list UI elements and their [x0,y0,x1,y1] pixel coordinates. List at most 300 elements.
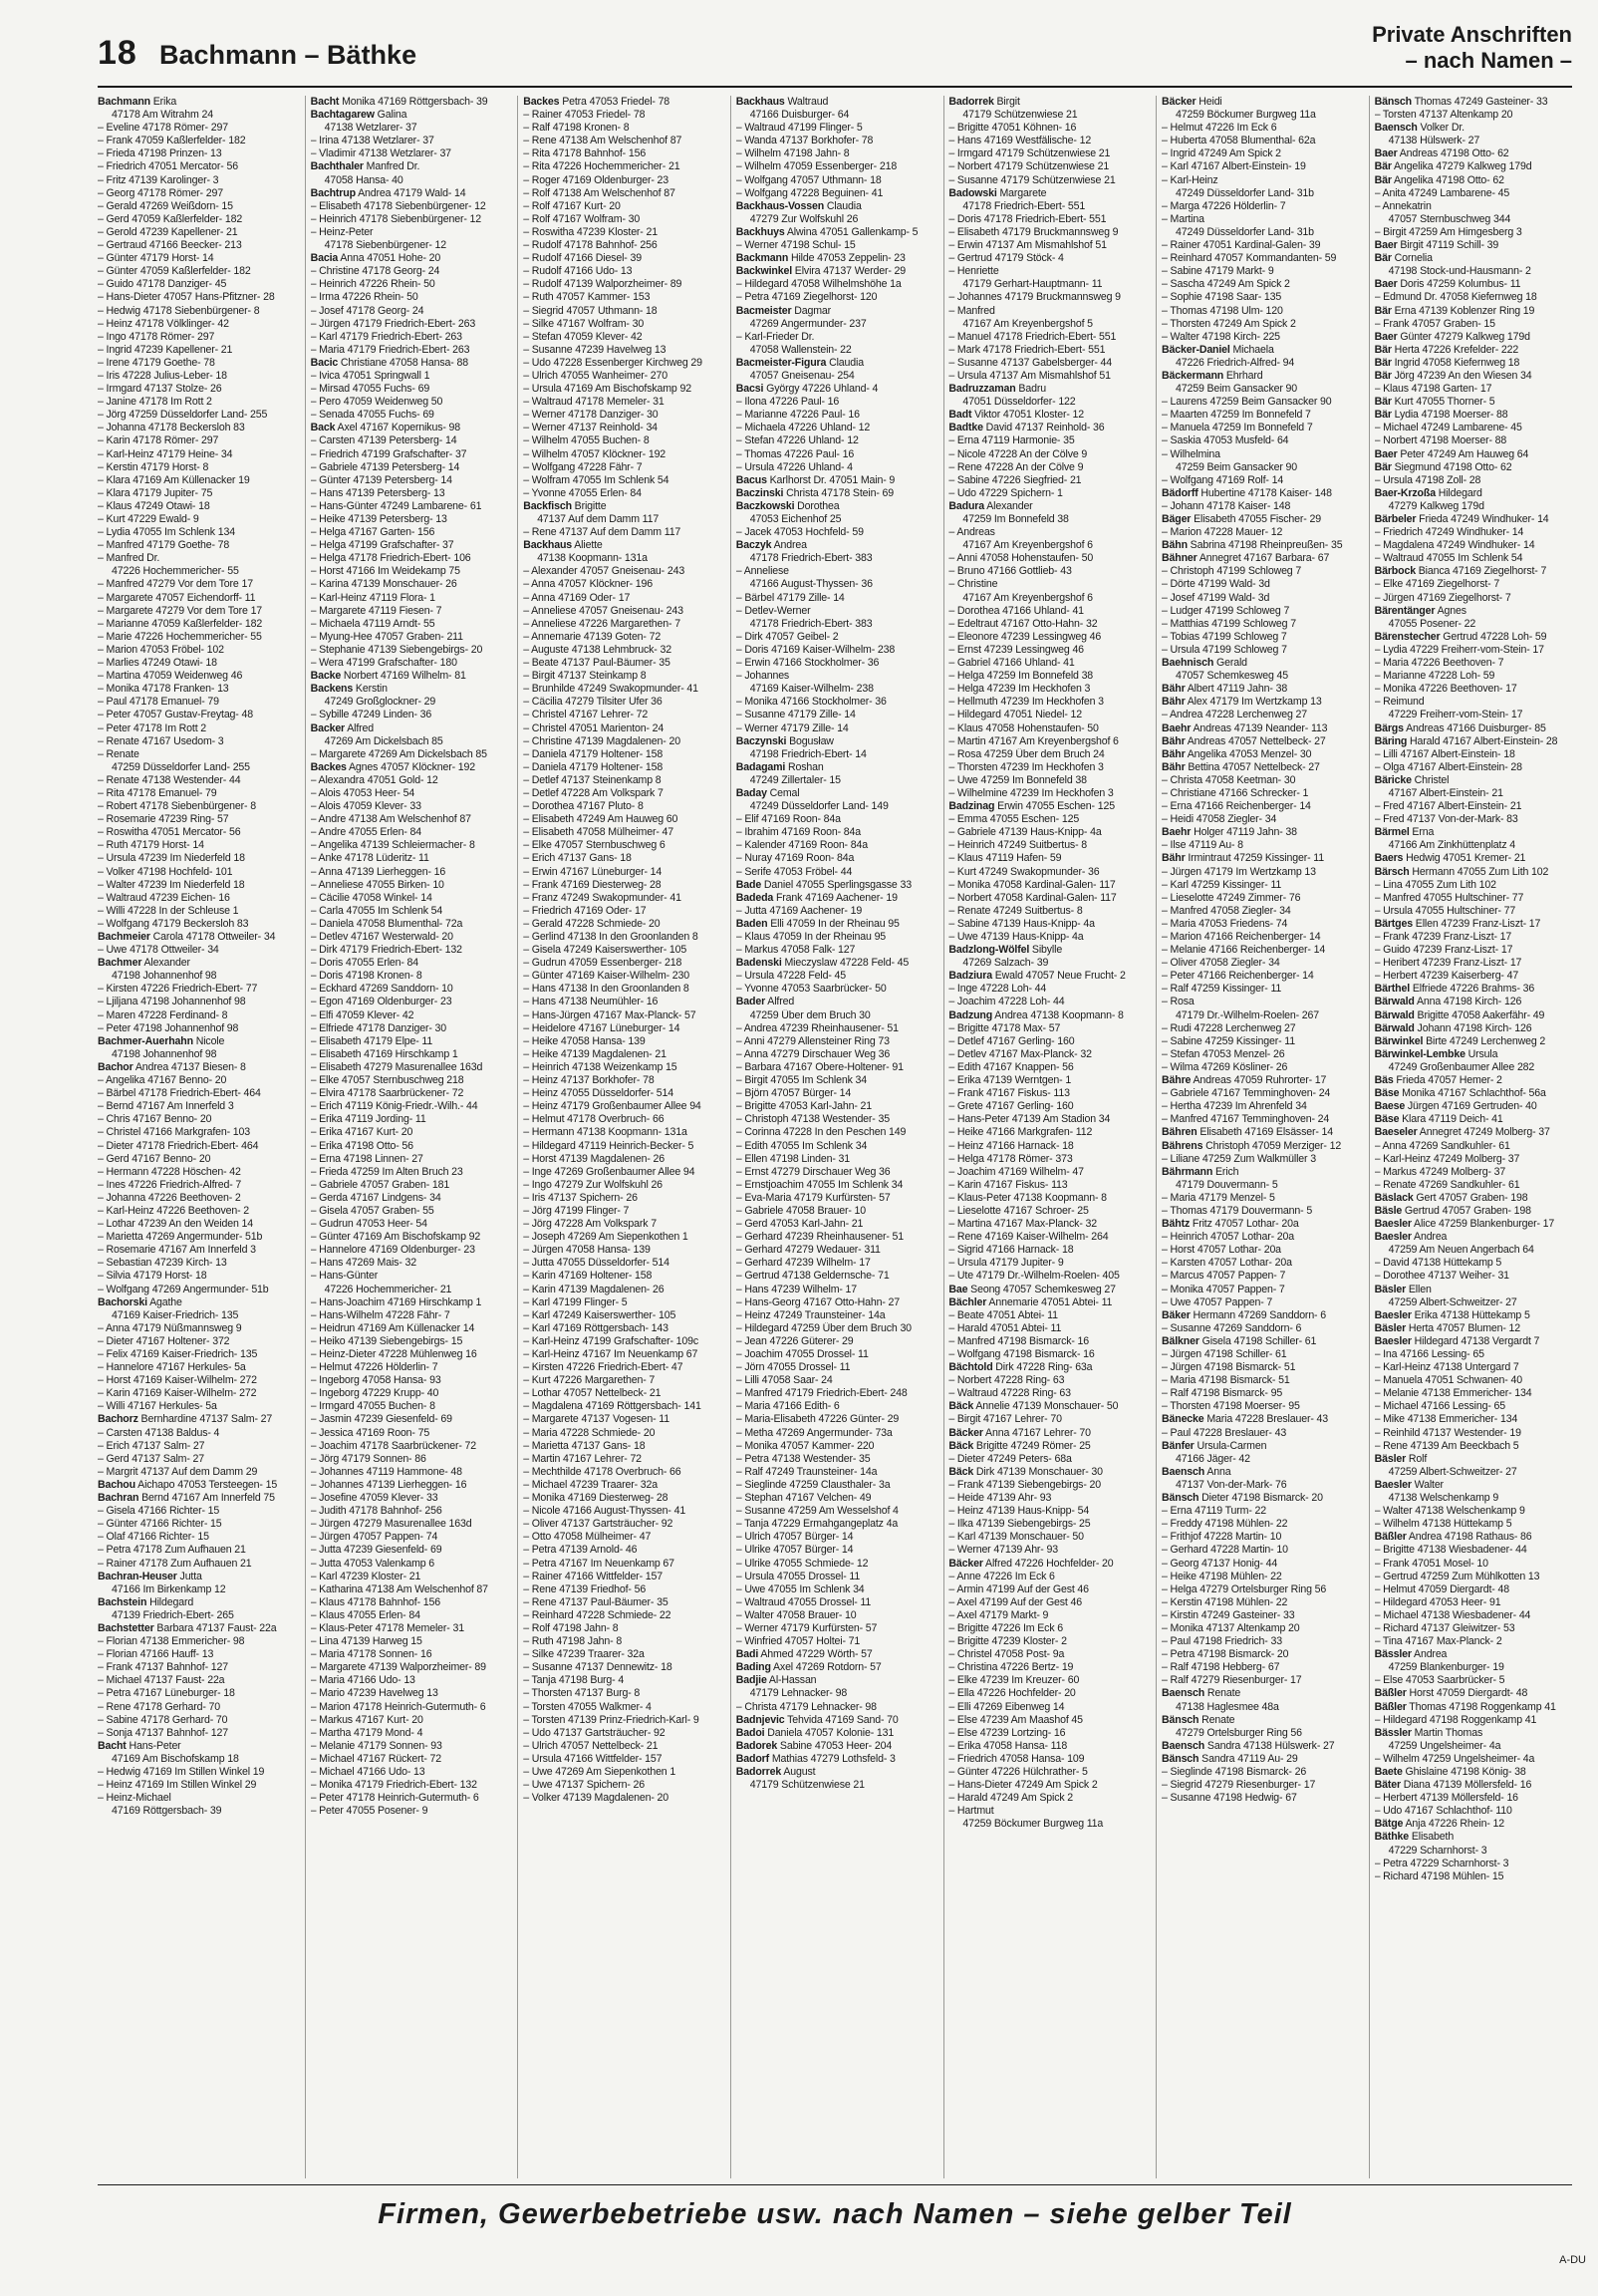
listing-entry [523,1113,724,1126]
listing-entry [736,135,937,147]
entry-text: – Margarete 47137 Vogesen- 11 [523,1413,670,1426]
listing-entry [1375,1753,1572,1766]
listing-entry [736,331,937,344]
entry-text: – Thomas 47179 Douvermann- 5 [1162,1204,1313,1217]
entry-text: – Manfred [948,304,995,317]
entry-surname: Bär [1374,460,1392,473]
entry-text: – Lothar 47057 Nettelbeck- 21 [523,1387,662,1400]
entry-text: – Ursula 47055 Drossel- 11 [735,1570,861,1582]
entry-text: – Rita 47226 Hochemmericher- 21 [523,160,680,173]
listing-entry [98,1596,299,1609]
listing-entry [523,1779,724,1792]
entry-text: – Karin 47169 Holtener- 158 [523,1270,653,1283]
listing-entry [736,500,937,513]
entry-text: – Heinz-Michael [98,1792,171,1805]
entry-text: Michaela [1229,343,1274,356]
entry-surname: Bacmeister [735,304,792,317]
entry-text: – Detlef 47228 Am Volkspark 7 [523,786,664,799]
listing-entry [98,122,299,135]
column-divider [305,96,306,2178]
entry-text: – Renate 47167 Usedom- 3 [98,734,224,747]
listing-entry [311,370,512,383]
listing-entry [523,1687,724,1700]
entry-text: – Marion 47228 Mauer- 12 [1162,526,1283,539]
listing-entry [523,879,724,892]
entry-surname: Badorek [735,1739,778,1752]
entry-surname: Baesler [1374,1231,1412,1244]
entry-text: – Yvonne 47053 Saarbrücker- 50 [735,983,887,996]
entry-text: – Reimund [1374,696,1425,709]
listing-entry [1375,1296,1572,1309]
entry-text: Ehrhard [1223,369,1263,382]
listing-entry [948,409,1150,422]
listing-entry [1375,826,1572,839]
entry-text: Doris 47259 Kolumbus- 11 [1397,278,1521,291]
entry-text: – Andre 47055 Erlen- 84 [310,826,421,839]
listing-entry [523,1571,724,1583]
entry-surname: Baer [1374,239,1398,252]
entry-text: Aliette [572,539,603,552]
listing-entry [1375,696,1572,709]
entry-text: – Horst 47169 Kaiser-Wilhelm- 272 [98,1374,257,1387]
entry-text: – Wolfram 47055 Im Schlenk 54 [523,473,669,486]
listing-entry [1162,1583,1363,1596]
listing-entry [1375,761,1572,774]
listing-entry [98,1571,299,1583]
listing-entry [736,683,937,696]
entry-text: Angelika 47279 Kalkweg 179d [1391,160,1532,173]
listing-entry [736,344,937,357]
entry-text: Alfred 47226 Hochfelder- 20 [982,1557,1114,1570]
listing-entry [1375,1870,1572,1883]
entry-text: – Hannelore 47167 Herkules- 5a [98,1361,246,1374]
listing-entry [1375,109,1572,122]
entry-text: – Ingrid 47249 Am Spick 2 [1162,147,1281,160]
listing-entry [1162,318,1363,331]
entry-text: – Günter 47059 Kaßlerfelder- 182 [98,265,251,278]
entry-text: – Reinhard 47057 Kommandanten- 59 [1162,252,1337,265]
listing-entry [1162,892,1363,905]
listing-entry [98,500,299,513]
listing-entry [736,487,937,500]
listing-entry [1375,1035,1572,1048]
listing-entry [98,1558,299,1571]
entry-text: – Ursula 47137 Am Mismahlshof 51 [948,369,1111,382]
entry-text: – Detlev-Werner [735,604,811,617]
entry-text: Christa 47178 Stein- 69 [783,486,894,499]
entry-surname: Bänecke [1162,1413,1204,1426]
listing-entry [523,226,724,239]
entry-text: – Melanie 47166 Reichenberger- 14 [1162,944,1326,957]
entry-text: – Klaus 47178 Bahnhof- 156 [310,1595,440,1608]
listing-entry [1375,670,1572,683]
listing-entry [523,892,724,905]
column-divider [730,96,731,2178]
entry-text: 47169 Kaiser-Friedrich- 135 [112,1308,239,1321]
entry-text: – Joseph 47269 Am Siepenkothen 1 [523,1231,688,1244]
listing-entry [98,1361,299,1374]
listing-entry [736,1648,937,1661]
listing-entry [98,396,299,409]
entry-surname: Bachtrup [310,186,356,199]
listing-entry [948,918,1150,931]
listing-entry [736,879,937,892]
entry-text: 47179 Gerhart-Hauptmann- 11 [962,278,1103,291]
listing-entry [98,1009,299,1022]
entry-text: 47229 Scharnhorst- 3 [1388,1844,1487,1857]
listing-entry [1375,487,1572,500]
entry-surname: Bade [735,878,762,891]
listing-entry [1162,1544,1363,1557]
listing-entry [311,1596,512,1609]
listing-column-1 [98,96,299,2178]
entry-text: – Jutta 47055 Düsseldorfer- 514 [523,1257,669,1270]
listing-entry [736,1714,937,1727]
listing-entry [523,1518,724,1531]
entry-text: – Angelika 47139 Schleiermacher- 8 [310,839,475,852]
listing-entry [98,1661,299,1674]
entry-text: – Klaus 47055 Erlen- 84 [310,1608,420,1621]
column-divider [1156,96,1157,2178]
entry-surname: Bächtold [948,1361,993,1374]
listing-entry [1375,213,1572,226]
entry-text: – Erna 47198 Linnen- 27 [310,1152,423,1165]
entry-text: – Rosemarie 47239 Ring- 57 [98,813,229,826]
entry-text: 47169 Am Bischofskamp 18 [112,1752,239,1765]
listing-entry [98,1805,299,1818]
listing-entry [1375,1701,1572,1714]
entry-text: – Margarete 47269 Am Dickelsbach 85 [310,747,487,760]
listing-entry [523,370,724,383]
entry-text: – Karin 47167 Fiskus- 113 [948,1178,1068,1191]
entry-text: – Torsten 47137 Altenkamp 20 [1374,109,1513,122]
entry-text: – Rainer 47178 Zum Aufhauen 21 [98,1557,252,1570]
listing-entry [948,1400,1150,1413]
entry-text: Monika 47167 Schlachthof- 56a [1399,1087,1546,1100]
entry-text: – Karl-Heinz [1162,173,1218,186]
listing-entry [736,1126,937,1139]
listing-entry [98,1544,299,1557]
entry-text: – Hermann 47138 Koopmann- 131a [523,1126,687,1139]
entry-text: – Bärbel 47178 Friedrich-Ebert- 464 [98,1087,261,1100]
section-heading-line-1: Private Anschriften [1372,22,1572,47]
entry-text: Galina [374,109,407,122]
entry-surname: Baensch [1162,1465,1205,1478]
listing-entry [98,578,299,591]
listing-entry [1375,565,1572,578]
listing-entry [1375,291,1572,304]
listing-entry [523,1596,724,1609]
entry-text: 47138 Koopmann- 131a [537,552,648,565]
listing-entry [98,1074,299,1087]
listing-entry [948,605,1150,618]
entry-text: – Walter 47058 Brauer- 10 [735,1608,857,1621]
entry-text: – Daniela 47179 Holtener- 158 [523,760,664,773]
entry-surname: Backmann [735,252,789,265]
listing-entry [311,1466,512,1479]
entry-text: Sandra 47119 Au- 29 [1198,1752,1298,1765]
entry-text: Ellen [1406,1283,1432,1295]
listing-entry [311,748,512,761]
entry-text: Hilde 47053 Zeppelin- 23 [788,252,906,265]
listing-entry [523,1087,724,1100]
listing-entry [523,944,724,957]
listing-entry [311,513,512,526]
listing-entry [1375,1270,1572,1283]
entry-text: – Hellmuth 47239 Im Heckhofen 3 [948,696,1104,709]
listing-entry [1162,905,1363,918]
listing-entry [311,1648,512,1661]
listing-entry [523,396,724,409]
entry-text: 47259 Ungelsheimer- 4a [1388,1739,1501,1752]
entry-text: – Christoph 47199 Schloweg 7 [1162,565,1302,578]
entry-text: – Stefan 47059 Klever- 42 [523,330,643,343]
entry-text: – Oliver 47137 Gartsträucher- 92 [523,1518,673,1531]
entry-text: – Hedwig 47169 Im Stillen Winkel 19 [98,1766,265,1778]
listing-entry [311,1740,512,1753]
listing-entry [1162,1322,1363,1335]
entry-text: – Rolf 47138 Am Welschenhof 87 [523,186,675,199]
entry-text: – Eckhard 47269 Sanddorn- 10 [310,983,453,996]
listing-entry [1375,1479,1572,1492]
entry-text: – Ljiljana 47198 Johannenhof 98 [98,996,246,1008]
entry-text: Andrea [1411,1648,1448,1661]
entry-text: – Else 47239 Am Maashof 45 [948,1713,1083,1726]
entry-text: – Anneliese [735,565,789,578]
listing-entry [736,1361,937,1374]
entry-text: – Eva-Maria 47179 Kurfürsten- 57 [735,1191,891,1204]
listing-entry [1162,213,1363,226]
listing-entry [1375,448,1572,461]
entry-text: Erwin 47055 Eschen- 125 [994,800,1115,813]
entry-surname: Bachstein [98,1595,147,1608]
entry-surname: Bänsch [1162,1752,1199,1765]
entry-text: – Ralf 47198 Kronen- 8 [523,122,630,135]
entry-text: – Elisabeth 47249 Am Hauweg 60 [523,813,678,826]
listing-entry [736,226,937,239]
listing-entry [311,735,512,748]
entry-text: – Rene 47137 Paul-Bäumer- 35 [523,1595,668,1608]
entry-text: 47249 Großenbaumer Allee 282 [1388,1060,1535,1073]
listing-entry [1162,200,1363,213]
listing-entry [1375,1687,1572,1700]
listing-entry [736,1009,937,1022]
entry-surname: Badzung [948,1008,993,1021]
listing-entry [523,592,724,605]
entry-text: Hermann 47055 Zum Lith 102 [1409,865,1549,878]
listing-column-3 [523,96,724,2178]
entry-text: – Jörg 47259 Düsseldorfer Land- 255 [98,409,268,422]
listing-entry [98,1792,299,1805]
listing-entry [98,1505,299,1518]
listing-entry [523,422,724,434]
entry-surname: Badruzzaman [948,383,1016,396]
listing-entry [1162,1231,1363,1244]
listing-entry [523,813,724,826]
entry-text: – Elif 47169 Roon- 84a [735,813,841,826]
listing-entry [523,748,724,761]
entry-text: – Mirsad 47055 Fuchs- 69 [310,383,430,396]
listing-entry [1162,1100,1363,1113]
listing-entry [736,434,937,447]
entry-text: – Anke 47178 Lüderitz- 11 [310,852,429,865]
entry-text: – Wolfgang 47179 Beckersloh 83 [98,917,249,930]
listing-entry [311,1674,512,1687]
listing-entry [736,1518,937,1531]
entry-text: Elisabeth 47055 Fischer- 29 [1191,513,1321,525]
listing-entry [311,761,512,774]
listing-entry [948,1296,1150,1309]
listing-entry [948,1205,1150,1218]
entry-text: – Andrea 47239 Rheinhausener- 51 [735,1021,899,1034]
entry-text: Alice 47259 Blankenburger- 17 [1411,1218,1555,1231]
listing-entry [311,944,512,957]
listing-entry [1375,1466,1572,1479]
listing-entry [523,1309,724,1322]
listing-entry [948,683,1150,696]
listing-entry [736,422,937,434]
listing-entry [736,396,937,409]
entry-text: – Karl-Frieder Dr. [735,330,815,343]
listing-entry [1162,1257,1363,1270]
listing-entry [98,291,299,304]
listing-entry [98,200,299,213]
entry-surname: Baehr [1162,826,1192,839]
listing-entry [1375,147,1572,160]
entry-text: – Roswitha 47239 Kloster- 21 [523,225,658,238]
entry-text: – Maria 47228 Schmiede- 20 [523,1426,656,1439]
listing-entry [736,383,937,396]
entry-text: – Erwin 47137 Am Mismahlshof 51 [948,239,1107,252]
entry-text: – Kalender 47169 Roon- 84a [735,839,868,852]
listing-entry [523,1466,724,1479]
listing-entry [523,1727,724,1740]
entry-text: – Irmgard 47137 Stolze- 26 [98,383,222,396]
listing-entry [736,578,937,591]
entry-text: – Werner 47139 Ahr- 93 [948,1544,1058,1557]
entry-text: – Elke 47057 Sternbuschweg 218 [310,1074,464,1087]
entry-text: – Norbert 47179 Schützenwiese 21 [948,160,1110,173]
listing-entry [948,1571,1150,1583]
listing-entry [98,344,299,357]
entry-surname: Bär [1374,369,1392,382]
entry-text: – Fritz 47139 Karolinger- 3 [98,173,219,186]
entry-surname: Bäßler [1374,1700,1407,1713]
entry-text: – Elfi 47059 Klever- 42 [310,1008,414,1021]
entry-text: – Doris 47169 Kaiser-Wilhelm- 238 [735,643,896,656]
entry-text: – Guido 47178 Danziger- 45 [98,278,227,291]
listing-entry [1375,1309,1572,1322]
listing-entry [311,344,512,357]
listing-entry [98,1779,299,1792]
entry-text: – Volker 47139 Magdalenen- 20 [523,1792,669,1805]
entry-text: – Kerstin 47179 Horst- 8 [98,460,209,473]
listing-entry [1375,1571,1572,1583]
entry-text: – Alois 47053 Heer- 54 [310,786,415,799]
entry-text: – Heinz 47178 Völklinger- 42 [98,317,229,330]
entry-text: – Helga 47279 Ortelsburger Ring 56 [1162,1582,1327,1595]
entry-text: – Saskia 47053 Musfeld- 64 [1162,434,1289,447]
listing-entry [736,1596,937,1609]
entry-text: – Carla 47055 Im Schlenk 54 [310,904,443,917]
entry-text: Andrea 47138 Koopmann- 8 [992,1008,1124,1021]
listing-entry [948,122,1150,135]
listing-entry [736,1766,937,1779]
listing-entry [948,487,1150,500]
listing-entry [948,983,1150,996]
entry-text: – Christina 47226 Bertz- 19 [948,1661,1074,1674]
listing-entry [1162,187,1363,200]
entry-text: Seong 47057 Schemkesweg 27 [967,1283,1116,1295]
region-code: A-DU [1559,2254,1586,2266]
entry-text: Harald 47167 Albert-Einstein- 28 [1407,734,1558,747]
listing-entry [311,1322,512,1335]
entry-surname: Backfisch [523,499,572,512]
listing-entry [523,983,724,996]
entry-text: – Norbert 47198 Moerser- 88 [1374,434,1507,447]
entry-surname: Bälkner [1162,1334,1199,1347]
entry-text: Badru [1015,383,1046,396]
entry-text: – Dieter 47178 Friedrich-Ebert- 464 [98,1139,259,1152]
entry-text: – Frank 47057 Graben- 15 [1374,317,1495,330]
listing-entry [523,1753,724,1766]
entry-text: – Detlef 47167 Gerling- 160 [948,1034,1075,1047]
entry-text: – Manfred Dr. [98,552,160,565]
entry-text: – Laurens 47259 Beim Gansacker 90 [1162,396,1332,409]
column-divider [943,96,944,2178]
entry-text: – Katharina 47138 Am Welschenhof 87 [310,1582,488,1595]
listing-entry [1375,409,1572,422]
listing-entry [311,1270,512,1283]
entry-text: – Ingo 47178 Römer- 297 [98,330,215,343]
entry-text: Barbara 47137 Faust- 22a [153,1621,277,1634]
entry-text: – Andrea 47228 Lerchenweg 27 [1162,709,1308,721]
entry-text: Annelie 47139 Monschauer- 50 [973,1400,1119,1413]
listing-entry [311,1140,512,1153]
entry-text: 47226 Hochemmericher- 55 [112,565,239,578]
entry-text: – Elvira 47178 Saarbrückener- 72 [310,1087,464,1100]
entry-surname: Bärwinkel-Lembke [1374,1047,1465,1060]
listing-entry [98,461,299,474]
entry-text: – Peter 47178 Im Rott 2 [98,721,207,734]
entry-text: – Martina [1162,212,1204,225]
entry-text: 47279 Kalkweg 179d [1388,499,1484,512]
listing-entry [523,1205,724,1218]
listing-entry [98,670,299,683]
entry-text: – Helmut 47178 Overbruch- 66 [523,1113,665,1126]
entry-surname: Baese [1374,1100,1406,1113]
entry-text: – Carsten 47138 Baldus- 4 [98,1426,220,1439]
entry-text: – Margarete 47139 Walporzheimer- 89 [310,1661,486,1674]
entry-text: Manfred Dr. [363,160,420,173]
entry-text: – Barbara 47167 Obere-Holtener- 91 [735,1060,904,1073]
listing-entry [736,1179,937,1192]
entry-surname: Badjie [735,1674,767,1687]
entry-text: – Huberta 47058 Blumenthal- 62a [1162,135,1316,147]
listing-entry [311,278,512,291]
entry-text: – Jörn 47055 Drossel- 11 [735,1361,851,1374]
listing-entry [311,552,512,565]
entry-text: – Reinhild 47137 Westender- 19 [1374,1426,1521,1439]
listing-entry [98,592,299,605]
entry-text: – Helmut 47226 Hölderlin- 7 [310,1361,438,1374]
entry-text: – Klaus 47119 Hafen- 59 [948,852,1062,865]
listing-entry [736,513,937,526]
listing-entry [736,1166,937,1179]
entry-text: – Heike 47139 Petersberg- 13 [310,513,447,525]
entry-text: Alwina 47051 Gallenkamp- 5 [784,225,919,238]
listing-entry [948,839,1150,852]
